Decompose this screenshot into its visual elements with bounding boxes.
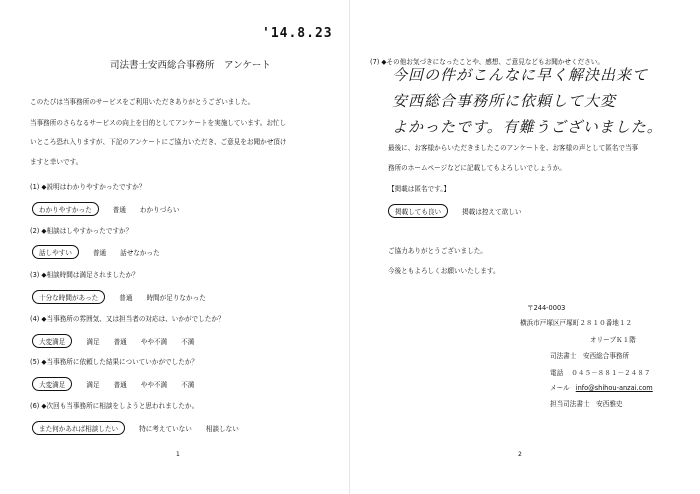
q2-option-normal[interactable]: 普通 bbox=[92, 249, 107, 257]
question-1: (1) ◆説明はわかりやすかったですか？ bbox=[30, 183, 146, 191]
mail-link[interactable]: info@shihou-anzai.com bbox=[575, 384, 653, 392]
publish-option-decline[interactable]: 掲載は控えて欲しい bbox=[462, 208, 522, 216]
q4-option-unsatisfied[interactable]: 不満 bbox=[181, 338, 195, 346]
q2-option-easy[interactable]: 話しやすい bbox=[32, 245, 79, 259]
q5-option-somewhat-unsatisfied[interactable]: やや不満 bbox=[140, 381, 168, 389]
q4-option-satisfied[interactable]: 満足 bbox=[86, 338, 100, 346]
question-3-options bbox=[32, 290, 220, 304]
office-phone bbox=[550, 370, 650, 377]
q3-option-short[interactable]: 時間が足りなかった bbox=[146, 294, 206, 302]
office-building: オリーブＫ１階 bbox=[590, 336, 636, 344]
q3-option-enough[interactable]: 十分な時間があった bbox=[32, 290, 105, 304]
q1-option-normal[interactable]: 普通 bbox=[112, 206, 126, 214]
q2-option-hard[interactable]: 話せなかった bbox=[120, 249, 160, 257]
regards-text: 今後ともよろしくお願いいたします。 bbox=[388, 267, 500, 275]
q4-option-somewhat-unsatisfied[interactable]: やや不満 bbox=[140, 338, 168, 346]
q5-option-unsatisfied[interactable]: 不満 bbox=[181, 381, 195, 389]
mail-label: メール bbox=[550, 384, 570, 392]
thanks-text: ご協力ありがとうございました。 bbox=[388, 247, 487, 255]
handwritten-comment-line-2: 安西総合事務所に依頼して大変 bbox=[392, 92, 617, 110]
intro-line-3: いところ恐れ入りますが、下記のアンケートにご協力いただき、ご意見をお聞かせ頂け bbox=[30, 138, 287, 146]
office-address: 横浜市戸塚区戸塚町２８１０番地１２ bbox=[520, 319, 633, 327]
anonymity-note: 【掲載は匿名です。】 bbox=[388, 185, 451, 193]
question-6-options bbox=[32, 421, 253, 435]
page-number-2: 2 bbox=[518, 451, 522, 458]
q4-option-very-satisfied[interactable]: 大変満足 bbox=[32, 334, 72, 348]
handwritten-comment-line-3: よかったです。有難うございました。 bbox=[392, 118, 663, 136]
question-4: (4) ◆当事務所の雰囲気、又は担当者の対応は、いかがでしたか？ bbox=[30, 315, 225, 323]
question-1-options bbox=[32, 202, 194, 216]
q3-option-normal[interactable]: 普通 bbox=[119, 294, 133, 302]
q6-option-undecided[interactable]: 特に考えていない bbox=[139, 425, 192, 433]
publish-request-line-2: 務所のホームページなどに記載してもよろしいでしょうか。 bbox=[388, 164, 566, 172]
q6-option-no[interactable]: 相談しない bbox=[205, 425, 239, 433]
date-stamp: '14.8.23 bbox=[262, 26, 333, 41]
question-2: (2) ◆相談はしやすかったですか？ bbox=[30, 227, 133, 235]
handwritten-comment-line-1: 今回の件がこんなに早く解決出来て bbox=[392, 66, 649, 84]
question-3: (3) ◆相談時間は満足されましたか？ bbox=[30, 271, 139, 279]
q1-option-easy[interactable]: わかりやすかった bbox=[32, 202, 99, 216]
postal-code: 〒244-0003 bbox=[527, 304, 566, 312]
question-5-options bbox=[32, 377, 208, 391]
q6-option-consult-again[interactable]: また何かあれば相談したい bbox=[32, 421, 125, 435]
phone-label: 電話 bbox=[550, 369, 564, 377]
question-4-options bbox=[32, 334, 208, 348]
intro-line-1: このたびは当事務所のサービスをご利用いただきありがとうございました。 bbox=[30, 98, 255, 106]
question-2-options bbox=[32, 245, 174, 259]
publish-option-ok[interactable]: 掲載しても良い bbox=[388, 204, 448, 218]
office-mail bbox=[550, 385, 653, 392]
q5-option-very-satisfied[interactable]: 大変満足 bbox=[32, 377, 72, 391]
q4-option-normal[interactable]: 普通 bbox=[113, 338, 127, 346]
q5-option-normal[interactable]: 普通 bbox=[113, 381, 127, 389]
phone-number: ０４５－８８１－２４８７ bbox=[571, 369, 651, 377]
question-6: (6) ◆次回も当事務所に相談をしようと思われましたか。 bbox=[30, 402, 199, 410]
q1-option-hard[interactable]: わかりづらい bbox=[139, 206, 180, 214]
intro-line-4: ますと幸いです。 bbox=[30, 158, 83, 166]
page-number-1: 1 bbox=[176, 451, 180, 458]
survey-title: 司法書士安西総合事務所 アンケート bbox=[110, 60, 271, 71]
responsible-person: 担当司法書士 安西雅史 bbox=[550, 400, 623, 408]
intro-line-2: 当事務所のさらなるサービスの向上を目的としてアンケートを実施しています。お忙し bbox=[30, 119, 287, 127]
survey-page-2 bbox=[350, 0, 700, 494]
publish-request-line-1: 最後に、お客様からいただきましたこのアンケートを、お客様の声として匿名で当事 bbox=[388, 144, 639, 152]
q5-option-satisfied[interactable]: 満足 bbox=[86, 381, 100, 389]
question-5: (5) ◆当事務所に依頼した結果についていかがでしたか？ bbox=[30, 358, 199, 366]
office-name: 司法書士 安西総合事務所 bbox=[550, 352, 630, 360]
question-7: (7) ◆その他お気づきになったことや、感想、ご意見などもお聞かせください。 bbox=[370, 58, 604, 66]
publish-options bbox=[388, 204, 536, 218]
